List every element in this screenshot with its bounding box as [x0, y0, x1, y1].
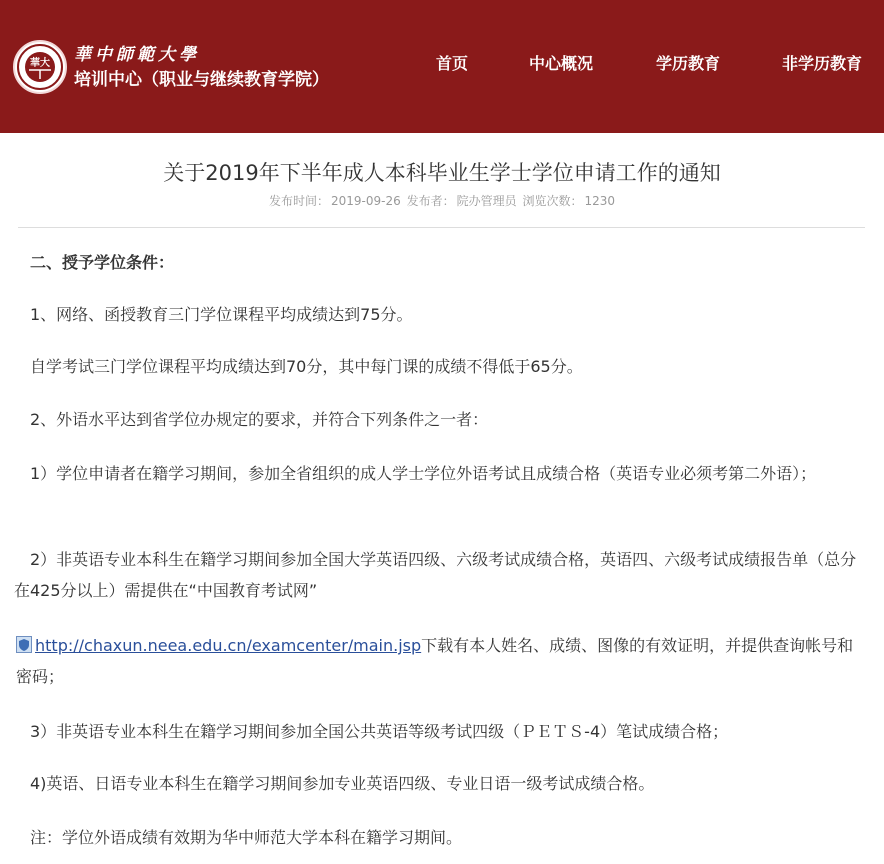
university-logo[interactable] [13, 40, 67, 94]
paragraph: 1、网络、函授教育三门学位课程平均成绩达到75分。 [14, 305, 413, 324]
publisher-label: 发布者： [406, 194, 455, 208]
link-trailing-text: 下载有本人姓名、成绩、图像的有效证明，并提供查询帐号和密码； [16, 636, 854, 686]
paragraph: 3）非英语专业本科生在籍学习期间参加全国公共英语等级考试四级（ＰＥＴＳ-4）笔试成绩合格； [14, 722, 729, 741]
nav-home[interactable]: 首页 [436, 54, 469, 73]
paragraph-with-link [16, 630, 866, 692]
article-meta [0, 192, 884, 209]
views-label: 浏览次数： [522, 194, 583, 208]
nav-non-degree-education[interactable]: 非学历教育 [782, 54, 863, 73]
paragraph: 1）学位申请者在籍学习期间，参加全省组织的成人学士学位外语考试且成绩合格（英语专业必须考第二外语）； [14, 464, 817, 483]
nav-center-overview[interactable]: 中心概况 [529, 54, 594, 73]
publisher-value: 院办管理员 [456, 194, 517, 208]
publish-time-value: 2019-09-26 [331, 194, 401, 208]
article-title: 关于2019年下半年成人本科毕业生学士学位申请工作的通知 [163, 161, 721, 185]
site-header [0, 0, 884, 133]
university-name: 華中師範大學 [74, 45, 200, 65]
center-name: 培训中心（职业与继续教育学院） [74, 70, 329, 90]
exam-query-link[interactable]: http://chaxun.neea.edu.cn/examcenter/main.jsp [35, 636, 422, 655]
title-divider [18, 227, 865, 228]
paragraph: 2、外语水平达到省学位办规定的要求，并符合下列条件之一者： [14, 410, 489, 429]
paragraph: 自学考试三门学位课程平均成绩达到70分，其中每门课的成绩不得低于65分。 [14, 357, 583, 376]
nav-degree-education[interactable]: 学历教育 [656, 54, 721, 73]
paragraph: 4)英语、日语专业本科生在籍学习期间参加专业英语四级、专业日语一级考试成绩合格。 [14, 774, 655, 793]
seal-icon [15, 42, 65, 92]
views-value: 1230 [584, 194, 615, 208]
paragraph: 2）非英语专业本科生在籍学习期间参加全国大学英语四级、六级考试成绩合格，英语四、六级考试成绩报告单（总分在425分以上）需提供在“中国教育考试网” [14, 550, 857, 600]
svg-text:華大: 華大 [30, 58, 50, 69]
publish-time-label: 发布时间： [268, 194, 329, 208]
paragraph: 注：学位外语成绩有效期为华中师范大学本科在籍学习期间。 [14, 828, 463, 847]
shield-icon [16, 632, 32, 649]
section-heading: 二、授予学位条件： [14, 253, 175, 272]
